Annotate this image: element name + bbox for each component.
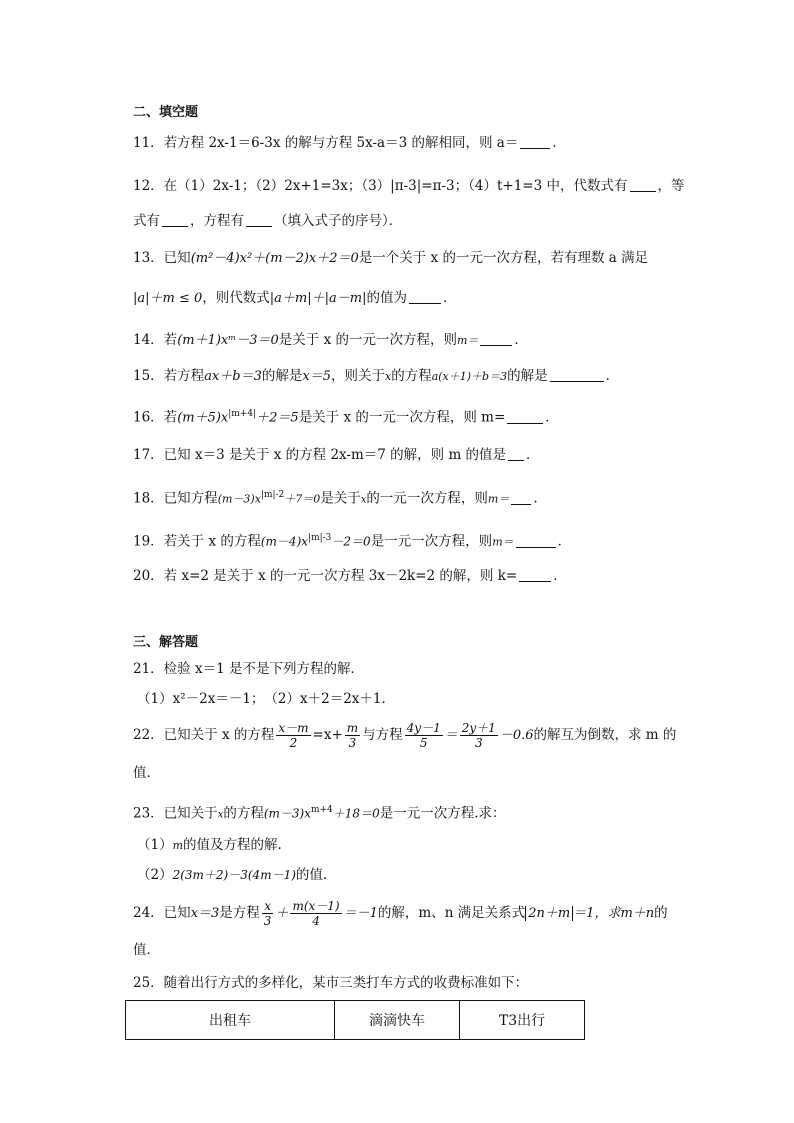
answer-blank[interactable] [246, 213, 272, 227]
answer-blank[interactable] [516, 534, 556, 548]
absolute-value: 2n＋m [525, 906, 573, 921]
answer-blank[interactable] [630, 178, 656, 192]
question-16: 16．若$(m+5)x^{|m+4|}+2=5$是关于 x 的一元一次方程，则 m= ． [133, 409, 559, 426]
question-24-line-2: 值． [133, 942, 160, 958]
question-20: 20．若 x=2 是关于 x 的一元一次方程 3x－2k=2 的解，则 k= ． [133, 568, 567, 584]
question-12-line-2: 式有 ，方程有 （填入式子的序号）． [133, 213, 403, 229]
fraction: $\frac{x}{3}$ [263, 899, 272, 928]
question-23-part-1: （1）m的值及方程的解. [137, 837, 282, 853]
answer-blank[interactable] [409, 290, 441, 304]
table-header-didi: 滴滴快车 [335, 1001, 460, 1040]
fraction: $\frac{m(x-1)}{4}$ [292, 899, 340, 928]
answer-blank[interactable] [162, 213, 188, 227]
question-25: 25．随着出行方式的多样化，某市三类打车方式的收费标准如下： [133, 975, 529, 991]
question-23-part-2: （2）2(3m＋2)－3(4m－1)的值. [137, 867, 328, 883]
question-24-line-1: 24．已知x＝3是方程 $\frac{x}{3}$ ＋ $\frac{m(x-1)}{4}$ ＝－1的解，m、n 满足关系式 2n＋m ＝1，求m＋n的 [133, 899, 668, 928]
section-fill-in-title: 二、填空题 [133, 105, 199, 120]
answer-blank[interactable] [550, 368, 604, 382]
condition: |a|＋m ≤ 0 [133, 291, 203, 306]
question-21-line-1: 21．检验 x＝1 是不是下列方程的解． [133, 661, 364, 677]
answer-blank[interactable] [511, 491, 531, 505]
question-22-line-1: 22．已知关于 x 的方程 $\frac{x-m}{2}$ =x+ $\frac{m}{3}$ 与方程 $\frac{4y-1}{5}$ ＝ $\frac{2y+1}{3}$ －0.6的解互为倒数，求 m 的 [133, 721, 677, 750]
question-15: 15．若方程ax＋b＝3的解是x＝5，则关于x的方程a(x＋1)＋b＝3的解是 ． [133, 368, 620, 384]
question-23: 23．已知关于x的方程$(m-3)x^{m+4}+18=0$是一元一次方程.求： [133, 805, 506, 822]
table-header-t3: T3出行 [460, 1001, 585, 1040]
question-17: 17．已知 x＝3 是关于 x 的方程 2x-m＝7 的解，则 m 的值是 ． [133, 447, 540, 463]
table-row [126, 1001, 585, 1040]
equation: (m＋1)xᵐ－3＝0 [177, 333, 279, 348]
table-header-taxi: 出租车 [126, 1001, 335, 1040]
question-22-line-2: 值． [133, 765, 160, 781]
answer-blank[interactable] [480, 332, 512, 346]
equation: (m²－4)x²＋(m－2)x＋2＝0 [190, 251, 359, 266]
question-11: 11．若方程 2x-1＝6-3x 的解与方程 5x-a＝3 的解相同，则 a＝ ． [133, 135, 566, 151]
question-12-line-1: 12．在（1）2x-1；（2）2x+1=3x；（3）|π-3|=π-3；（4）t+1=3 中，代数式有 ，等 [133, 178, 685, 194]
question-18: 18．已知方程$(m-3)x^{|m|-2}+7=0$是关于x的一元一次方程，则m＝ . [133, 490, 538, 507]
question-19: 19．若关于 x 的方程$(m-4)x^{|m|-3}-2=0$是一元一次方程，则m＝ ． [133, 533, 572, 550]
fraction: $\frac{2y+1}{3}$ [461, 721, 496, 750]
question-13-line-2: |a|＋m ≤ 0，则代数式|a＋m|＋|a－m|的值为 ． [133, 290, 457, 306]
answer-blank[interactable] [507, 410, 543, 424]
fraction: $\frac{x-m}{2}$ [278, 721, 309, 750]
question-14: 14．若(m＋1)xᵐ－3＝0是关于 x 的一元一次方程，则m＝ ． [133, 332, 528, 348]
fraction: $\frac{m}{3}$ [346, 721, 359, 750]
fare-table [125, 1000, 585, 1040]
answer-blank[interactable] [508, 447, 524, 461]
section-solve-title: 三、解答题 [133, 635, 199, 650]
answer-blank[interactable] [520, 135, 550, 149]
fraction: $\frac{4y-1}{5}$ [406, 721, 441, 750]
question-13-line-1: 13．已知(m²－4)x²＋(m－2)x＋2＝0是一个关于 x 的一元一次方程，若有理数 a 满足 [133, 250, 649, 266]
question-21-line-2: （1）x²－2x＝－1； （2）x＋2＝2x＋1． [137, 691, 395, 707]
answer-blank[interactable] [519, 568, 551, 582]
expression: |a＋m|＋|a－m| [269, 291, 367, 306]
